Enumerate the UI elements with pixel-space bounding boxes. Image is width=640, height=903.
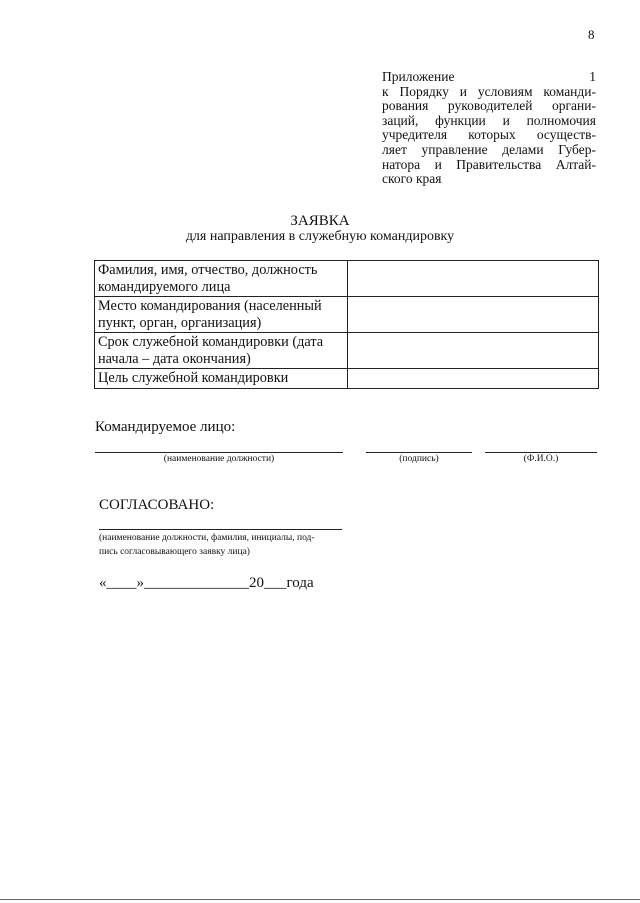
signature-line[interactable] <box>366 452 472 453</box>
appendix-line: к Порядку и условиям команди- <box>382 83 596 99</box>
label-line: Цель служебной командировки <box>98 370 289 386</box>
appendix-line: рования руководителей органи- <box>382 98 596 114</box>
table-row <box>95 297 599 333</box>
document-subtitle: для направления в служебную командировку <box>185 229 455 244</box>
approval-caption-line: пись согласовывающего заявку лица) <box>99 547 250 557</box>
approval-line[interactable] <box>99 529 342 530</box>
row-value-purpose[interactable] <box>348 369 599 389</box>
appendix-line: Приложение 1 <box>382 69 596 84</box>
label-line: Место командирования (населенный <box>98 298 322 314</box>
label-line: Фамилия, имя, отчество, должность <box>98 262 318 278</box>
appendix-line: учредителя которых осуществ- <box>382 127 596 143</box>
date-line[interactable]: «____»______________20___года <box>99 575 314 591</box>
row-value-period[interactable] <box>348 333 599 369</box>
fio-line[interactable] <box>485 452 597 453</box>
label-line: начала – дата окончания) <box>98 350 251 367</box>
table-row <box>95 261 599 297</box>
page-bottom-rule <box>0 899 640 900</box>
row-value-name[interactable] <box>348 261 599 297</box>
approval-caption-line: (наименование должности, фамилия, инициалы, под- <box>99 533 315 543</box>
appendix-line: ского края <box>382 171 442 187</box>
table-row <box>95 369 599 389</box>
row-label-name <box>95 261 348 297</box>
label-line: Срок служебной командировки (дата <box>98 334 324 350</box>
table-row <box>95 333 599 369</box>
appendix-line: ляет управление делами Губер- <box>382 141 596 157</box>
approval-label: СОГЛАСОВАНО: <box>99 497 215 513</box>
row-value-destination[interactable] <box>348 297 599 333</box>
appendix-header <box>382 70 596 187</box>
fio-caption: (Ф.И.О.) <box>523 454 559 464</box>
row-label-period <box>95 333 348 369</box>
label-line: пункт, орган, организация) <box>98 314 262 331</box>
page-number: 8 <box>588 27 595 42</box>
position-caption: (наименование должности) <box>163 454 275 464</box>
appendix-line: натора и Правительства Алтай- <box>382 156 596 172</box>
request-table <box>94 260 599 389</box>
signature-caption: (подпись) <box>399 454 439 464</box>
label-line: командируемого лица <box>98 278 231 295</box>
person-label: Командируемое лицо: <box>95 419 236 435</box>
appendix-line: заций, функции и полномочия <box>382 112 596 128</box>
row-label-purpose <box>95 369 348 389</box>
row-label-destination <box>95 297 348 333</box>
position-line[interactable] <box>95 452 343 453</box>
document-title: ЗАЯВКА <box>290 213 350 229</box>
approval-caption <box>99 531 349 559</box>
